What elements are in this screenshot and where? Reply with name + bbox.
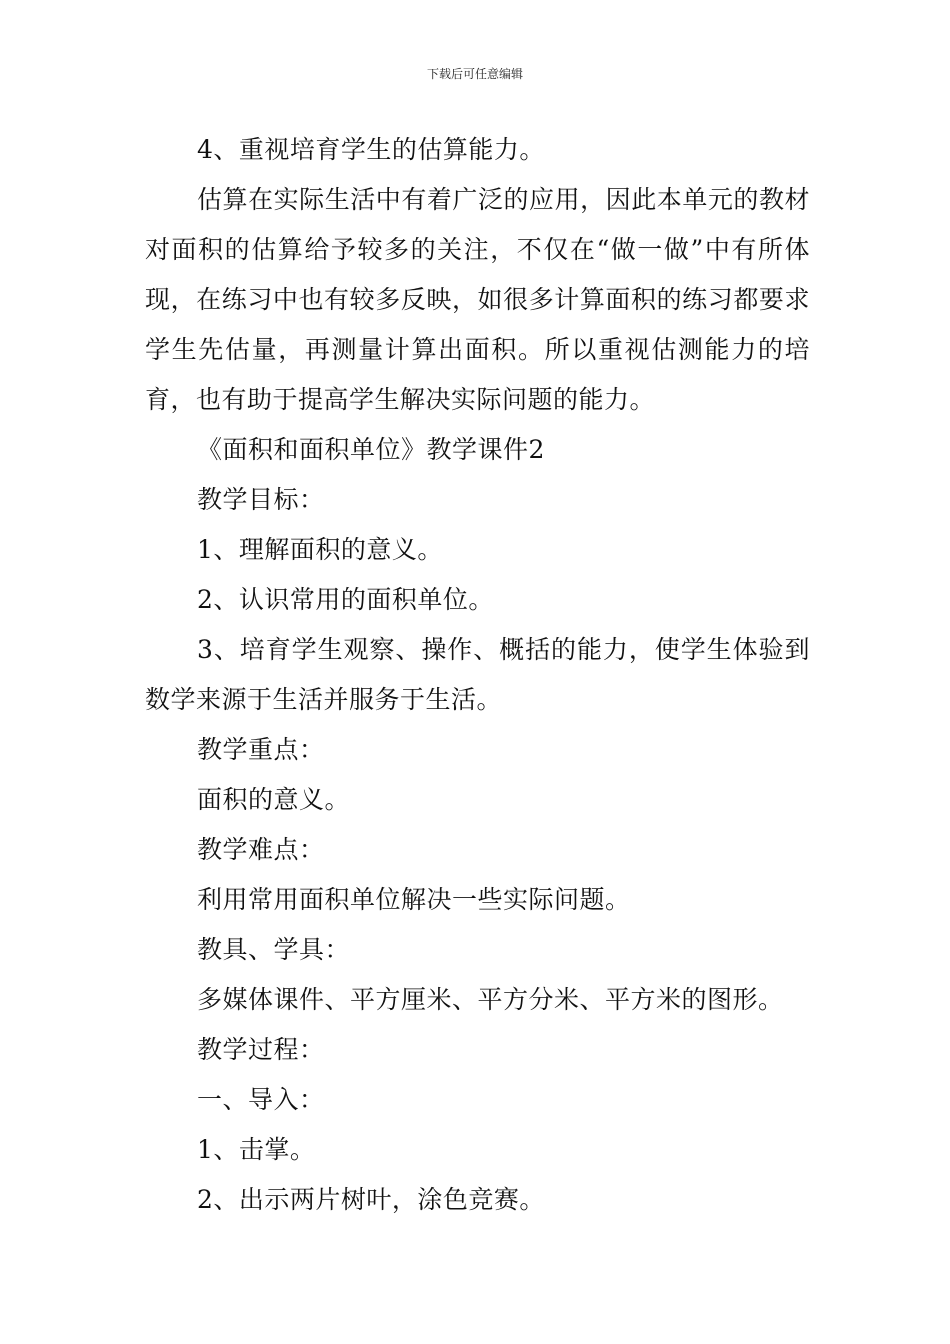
process-item-2: 2、出示两片树叶，涂色竞赛。 [197, 1185, 545, 1214]
process-item-1: 1、击掌。 [197, 1135, 316, 1164]
paragraph-estimation-ability: 4、重视培育学生的估算能力。 [197, 135, 545, 164]
page-header: 下载后可任意编辑 [426, 67, 523, 81]
heading-teaching-process: 教学过程： [197, 1035, 325, 1064]
heading-difficulties: 教学难点： [197, 835, 325, 864]
key-point-text: 面积的意义。 [197, 785, 351, 814]
heading-teaching-goals: 教学目标： [197, 485, 325, 514]
goal-item-1: 1、理解面积的意义。 [197, 535, 443, 564]
heading-teaching-aids: 教具、学具： [197, 935, 351, 964]
section-title-courseware-2: 《面积和面积单位》教学课件2 [197, 435, 545, 464]
process-step-intro: 一、导入： [197, 1085, 325, 1114]
goal-item-3: 3、培育学生观察、操作、概括的能力，使学生体验到数学来源于生活并服务于生活。 [145, 635, 810, 714]
heading-key-points: 教学重点： [197, 735, 325, 764]
paragraph-estimation-detail: 估算在实际生活中有着广泛的应用，因此本单元的教材对面积的估算给予较多的关注，不仅在“做一做”中有所体现，在练习中也有较多反映，如很多计算面积的练习都要求学生先估量，再测量计算出面积。所以重视估测能力的培育，也有助于提高学生解决实际问题的能力。 [145, 185, 810, 414]
document-body [145, 125, 810, 1225]
teaching-aids-text: 多媒体课件、平方厘米、平方分米、平方米的图形。 [197, 985, 784, 1014]
difficulty-text: 利用常用面积单位解决一些实际问题。 [197, 885, 631, 914]
goal-item-2: 2、认识常用的面积单位。 [197, 585, 494, 614]
